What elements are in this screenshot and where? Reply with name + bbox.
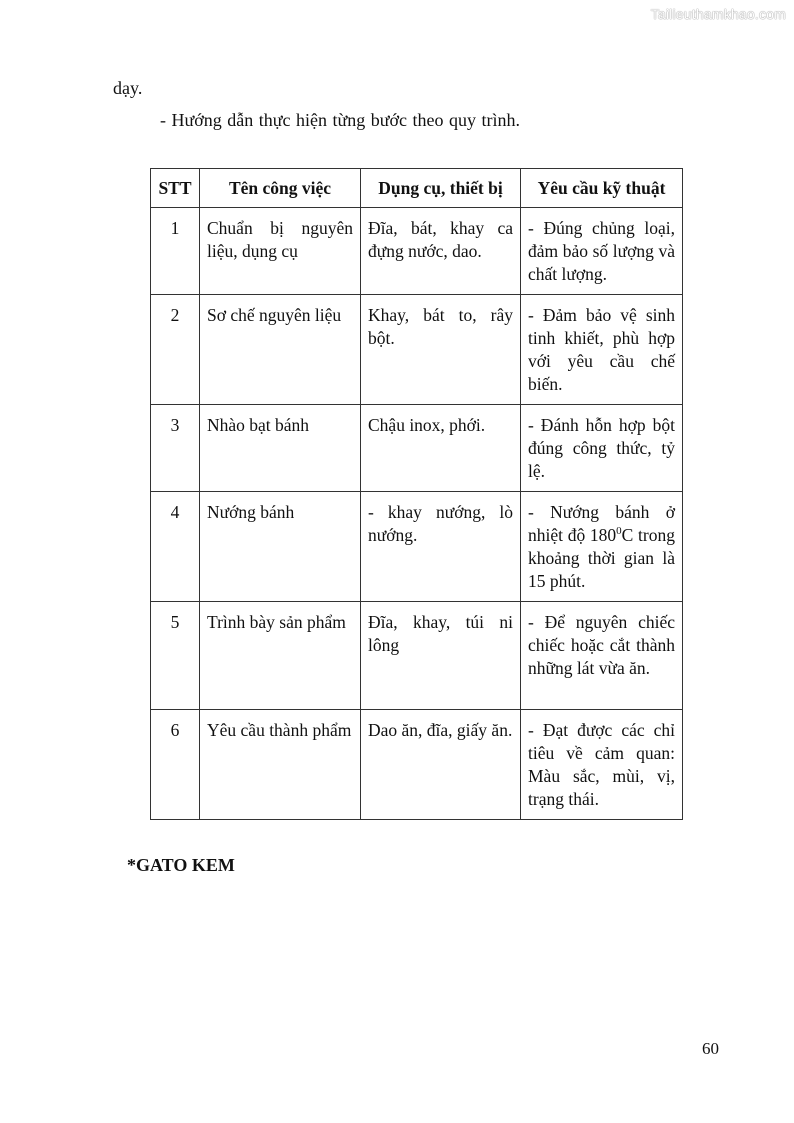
section-heading: *GATO KEM <box>127 855 235 875</box>
procedure-table <box>150 168 683 820</box>
header-stt: STT <box>151 169 200 208</box>
table-row <box>151 208 683 295</box>
cell-tools: Dao ăn, đĩa, giấy ăn. <box>361 710 521 820</box>
cell-requirement: - Đánh hỗn hợp bột đúng công thức, tỷ lệ. <box>521 405 683 492</box>
requirement-text-post: C trong khoảng thời gian là 15 phút. <box>528 525 675 591</box>
table-row <box>151 710 683 820</box>
cell-stt: 1 <box>151 208 200 295</box>
page-number: 60 <box>702 1039 719 1058</box>
body-text-line: - Hướng dẫn thực hiện từng bước theo quy trình. <box>160 110 520 130</box>
cell-tools: - khay nướng, lò nướng. <box>361 492 521 602</box>
table-row <box>151 295 683 405</box>
cell-task: Sơ chế nguyên liệu <box>200 295 361 405</box>
cell-task: Nhào bạt bánh <box>200 405 361 492</box>
cell-tools: Chậu inox, phới. <box>361 405 521 492</box>
cell-requirement: - Đạt được các chỉ tiêu về cảm quan: Màu sắc, mùi, vị, trạng thái. <box>521 710 683 820</box>
cell-requirement: - Đảm bảo vệ sinh tinh khiết, phù hợp với yêu cầu chế biến. <box>521 295 683 405</box>
table-row <box>151 602 683 710</box>
cell-requirement: - Đúng chủng loại, đảm bảo số lượng và chất lượng. <box>521 208 683 295</box>
cell-tools: Đĩa, bát, khay ca đựng nước, dao. <box>361 208 521 295</box>
cell-stt: 4 <box>151 492 200 602</box>
cell-task: Yêu cầu thành phẩm <box>200 710 361 820</box>
header-task: Tên công việc <box>200 169 361 208</box>
cell-stt: 6 <box>151 710 200 820</box>
cell-tools: Đĩa, khay, túi ni lông <box>361 602 521 710</box>
header-requirement: Yêu cầu kỹ thuật <box>521 169 683 208</box>
degree-superscript: 0 <box>616 525 622 538</box>
watermark: Tailieuthamkhao.com <box>650 6 786 22</box>
cell-stt: 3 <box>151 405 200 492</box>
table-row <box>151 492 683 602</box>
cell-stt: 2 <box>151 295 200 405</box>
cell-stt: 5 <box>151 602 200 710</box>
cell-requirement <box>521 492 683 602</box>
cell-tools: Khay, bát to, rây bột. <box>361 295 521 405</box>
cell-task: Chuẩn bị nguyên liệu, dụng cụ <box>200 208 361 295</box>
cell-requirement: - Để nguyên chiếc chiếc hoặc cắt thành những lát vừa ăn. <box>521 602 683 710</box>
requirement-text-pre: - Nướng bánh ở nhiệt độ 180 <box>528 502 675 545</box>
cell-task: Nướng bánh <box>200 492 361 602</box>
header-tools: Dụng cụ, thiết bị <box>361 169 521 208</box>
table-header-row <box>151 169 683 208</box>
table-row <box>151 405 683 492</box>
body-text-line: dạy. <box>113 78 143 98</box>
cell-task: Trình bày sản phẩm <box>200 602 361 710</box>
